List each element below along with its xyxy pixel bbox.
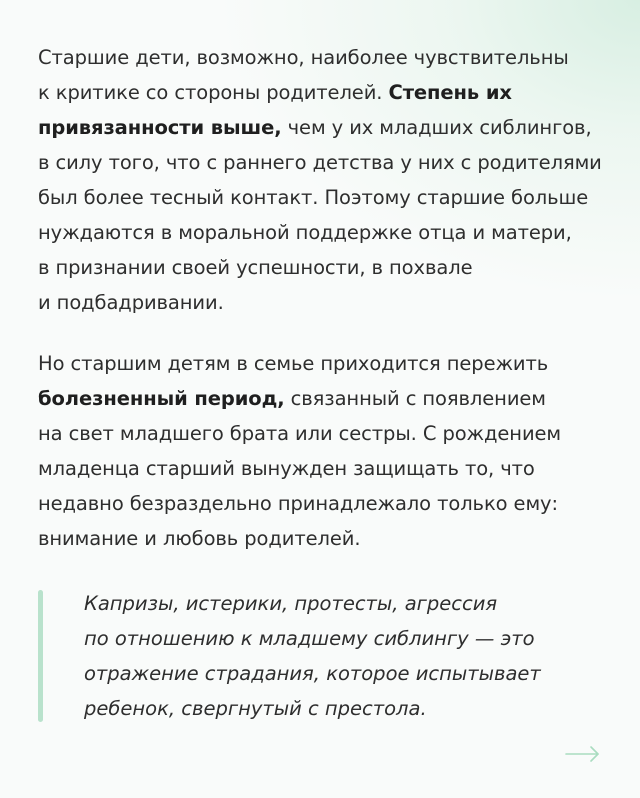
text-segment: связанный с появлением xyxy=(284,387,546,410)
text-line: был более тесный контакт. Поэтому старшие больше xyxy=(38,186,589,209)
article-body xyxy=(38,40,618,726)
text-line: нуждаются в моральной поддержке отца и матери, xyxy=(38,221,572,244)
text-line: Старшие дети, возможно, наиболее чувствительны xyxy=(38,46,569,69)
quote-line: по отношению к младшему сиблингу — это xyxy=(84,627,535,650)
emphasis-text: Степень их xyxy=(388,81,512,104)
text-line: внимание и любовь родителей. xyxy=(38,527,361,550)
quote-line: отражение страдания, которое испытывает xyxy=(84,662,541,685)
text-line: в признании своей успешности, в похвале xyxy=(38,256,473,279)
paragraph-older-children-sensitivity xyxy=(38,40,618,320)
text-line: в силу того, что с раннего детства у них с родителями xyxy=(38,151,602,174)
blockquote xyxy=(38,586,618,726)
text-line: и подбадривании. xyxy=(38,291,224,314)
arrow-right-icon[interactable] xyxy=(565,744,601,764)
text-line xyxy=(38,381,618,416)
quote-accent-bar xyxy=(38,590,43,722)
text-line: Но старшим детям в семье приходится пережить xyxy=(38,352,549,375)
text-line xyxy=(38,75,618,110)
text-line: младенца старший вынужден защищать то, что xyxy=(38,457,535,480)
text-line xyxy=(38,110,618,145)
quote-line: Капризы, истерики, протесты, агрессия xyxy=(84,592,498,615)
emphasis-text: привязанности выше, xyxy=(38,116,282,139)
arrow-right-icon-graphic xyxy=(565,744,601,764)
text-line: на свет младшего брата или сестры. С рождением xyxy=(38,422,562,445)
emphasis-text: болезненный период, xyxy=(38,387,285,410)
quote-line: ребенок, свергнутый с престола. xyxy=(84,697,427,720)
text-segment: чем у их младших сиблингов, xyxy=(281,116,592,139)
text-line: недавно безраздельно принадлежало только ему: xyxy=(38,492,558,515)
paragraph-painful-period xyxy=(38,346,618,556)
text-segment: к критике со стороны родителей. xyxy=(38,81,389,104)
